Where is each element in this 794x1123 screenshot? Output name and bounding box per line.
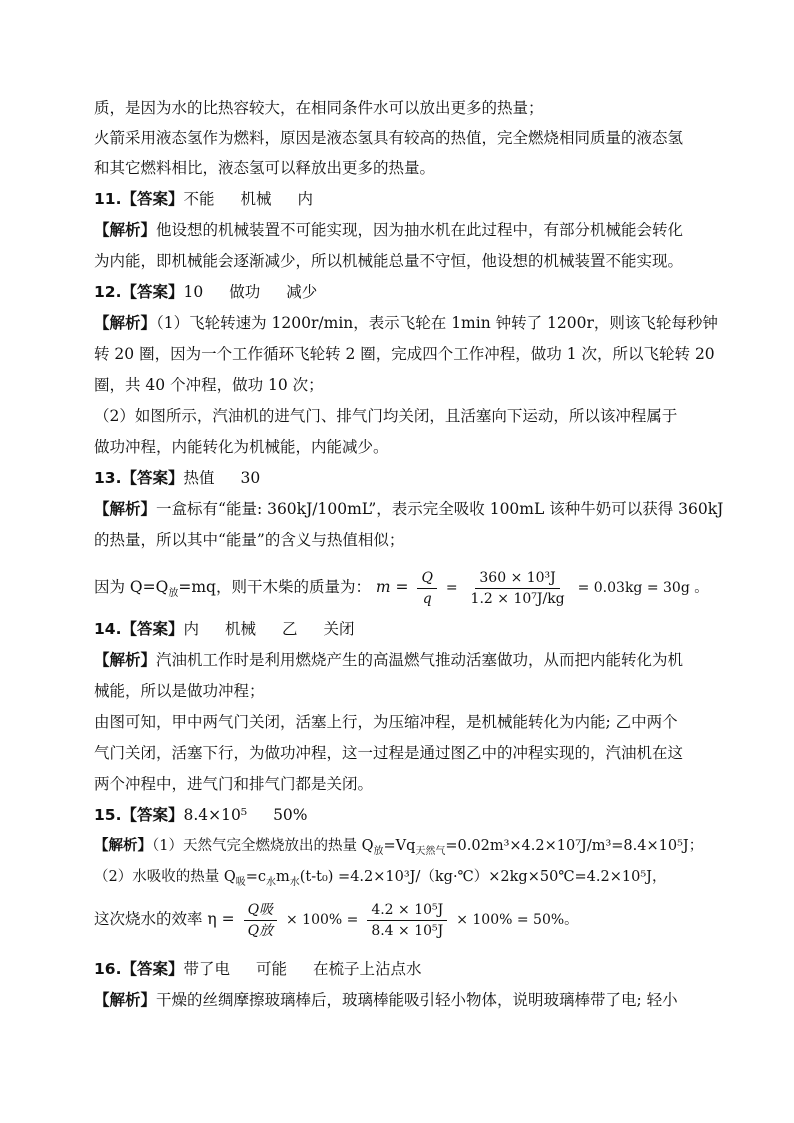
- answer-line-11: [94, 189, 714, 209]
- answer-value: 可能: [256, 960, 288, 978]
- fraction: $\frac{\text{Q吸}}{\text{Q放}}$: [244, 902, 277, 939]
- explanation-line: （2）水吸收的热量 $Q_吸=c_水m_水(t-t_0)$ =4.2×10³J/（kg·℃）×2kg×50℃=4.2×10⁵J，: [94, 869, 667, 888]
- analysis-tag: 【解析】: [94, 990, 157, 1009]
- analysis-tag: 【解析】: [94, 499, 157, 518]
- answer-value: 减少: [286, 283, 318, 301]
- text-line: 火箭采用液态氢作为燃料，原因是液态氢具有较高的热值，完全燃烧相同质量的液态氢: [94, 129, 684, 147]
- answer-tag: 【答案】: [121, 468, 184, 487]
- answer-line-13: [94, 468, 714, 488]
- question-number: 14.: [94, 620, 122, 638]
- explanation-text: 一盒标有“能量: 360kJ/100mL”，表示完全吸收 100mL 该种牛奶可以获得 360kJ: [156, 500, 724, 518]
- explanation-line: （2）如图所示，汽油机的进气门、排气门均关闭，且活塞向下运动，所以该冲程属于: [94, 407, 678, 425]
- answer-tag: 【答案】: [121, 619, 184, 638]
- answer-value: 30: [240, 469, 261, 487]
- explanation-line: [94, 220, 714, 240]
- question-number: 11.: [94, 190, 122, 208]
- answer-tag: 【答案】: [121, 959, 184, 978]
- question-number: 12.: [94, 283, 122, 301]
- explanation-text: 汽油机工作时是利用燃烧产生的高温燃气推动活塞做功，从而把内能转化为机: [156, 651, 684, 669]
- answer-value: 8.4×10⁵: [183, 806, 248, 824]
- explanation-line: 转 20 圈，因为一个工作循环飞轮转 2 圈，完成四个工作冲程，做功 1 次，所以飞轮转 20: [94, 345, 715, 363]
- answer-value: 10: [183, 283, 204, 301]
- answer-value: 内: [297, 190, 314, 208]
- answer-value: 做功: [229, 283, 261, 301]
- explanation-text: （1）飞轮转速为 1200r/min，表示飞轮在 1min 钟转了 1200r，则该飞轮每秒钟: [156, 314, 718, 332]
- formula-result: = 0.03kg = 30g 。: [577, 580, 709, 596]
- explanation-line: [94, 650, 714, 670]
- explanation-line: 两个冲程中，进气门和排气门都是关闭。: [94, 775, 374, 793]
- subscript: 放: [168, 588, 179, 600]
- formula-text: =mq，则干木柴的质量为：: [178, 578, 371, 596]
- question-number: 15.: [94, 806, 122, 824]
- text-line: 质，是因为水的比热容较大，在相同条件水可以放出更多的热量；: [94, 99, 544, 117]
- answer-value: 乙: [282, 620, 298, 638]
- answer-line-12: [94, 282, 714, 302]
- question-number: 16.: [94, 960, 122, 978]
- explanation-line: 做功冲程，内能转化为机械能，内能减少。: [94, 438, 389, 456]
- analysis-tag: 【解析】: [94, 650, 157, 669]
- answer-line-14: [94, 619, 714, 639]
- answer-value: 热值: [183, 469, 215, 487]
- answer-tag: 【答案】: [121, 282, 184, 301]
- answer-value: 关闭: [323, 620, 355, 638]
- formula-line: 因为 $Q=Q_放=mq$，则干木柴的质量为： m = $\frac{Q}{q}$ = $\frac{\text{360 × 10³J}}{\text{1.2 × 10⁷J/kg}}$ = 0.03kg = 30g 。: [94, 569, 709, 607]
- answer-value: 机械: [225, 620, 257, 638]
- analysis-tag: 【解析】: [94, 313, 157, 332]
- answer-value: 内: [183, 620, 199, 638]
- answer-value: 不能: [183, 190, 215, 208]
- explanation-line: [94, 499, 724, 519]
- answer-value: 机械: [240, 190, 272, 208]
- answer-line-15: [94, 805, 714, 825]
- explanation-line: 为内能，即机械能会逐渐减少，所以机械能总量不守恒，他设想的机械装置不能实现。: [94, 252, 684, 270]
- explanation-text: 他设想的机械装置不可能实现，因为抽水机在此过程中，有部分机械能会转化: [156, 221, 684, 239]
- text-line: 和其它燃料相比，液态氢可以释放出更多的热量。: [94, 159, 436, 177]
- answer-value: 带了电: [183, 960, 230, 978]
- answer-tag: 【答案】: [121, 189, 184, 208]
- fraction: $\frac{\text{360 × 10³J}}{\text{1.2 × 10⁷J/kg}}$: [470, 569, 565, 607]
- fraction: $\frac{\text{4.2 × 10⁵J}}{\text{8.4 × 10⁵J}}$: [367, 902, 447, 939]
- answer-line-16: [94, 959, 714, 979]
- explanation-line: 气门关闭，活塞下行，为做功冲程，这一过程是通过图乙中的冲程实现的，汽油机在这: [94, 744, 684, 762]
- explanation-line: [94, 990, 714, 1010]
- explanation-line: 械能，所以是做功冲程；: [94, 682, 265, 700]
- answer-value: 50%: [273, 806, 308, 824]
- explanation-text: 干燥的丝绸摩擦玻璃棒后，玻璃棒能吸引轻小物体，说明玻璃棒带了电; 轻小: [156, 991, 678, 1009]
- fraction: $\frac{Q}{q}$: [417, 570, 436, 607]
- explanation-line: 圈，共 40 个冲程，做功 10 次；: [94, 376, 324, 394]
- formula-text: 因为 Q=Q: [94, 578, 169, 596]
- formula-line: 这次烧水的效率 η = $\frac{\text{Q吸}}{\text{Q放}}$ × 100% = $\frac{\text{4.2 × 10⁵J}}{\text{8.4 × 10⁵J}}$ × 100% = 50%。: [94, 901, 579, 939]
- analysis-tag: 【解析】: [94, 220, 157, 239]
- explanation-line: [94, 313, 718, 333]
- explanation-line: 由图可知，甲中两气门关闭，活塞上行，为压缩冲程，是机械能转化为内能; 乙中两个: [94, 713, 678, 731]
- question-number: 13.: [94, 469, 122, 487]
- analysis-tag: 【解析】: [94, 837, 152, 854]
- explanation-line: 的热量，所以其中“能量”的含义与热值相似；: [94, 531, 405, 549]
- answer-tag: 【答案】: [121, 805, 184, 824]
- formula-text: 这次烧水的效率 η =: [94, 910, 235, 928]
- explanation-line: 【解析】（1）天然气完全燃烧放出的热量 $Q_放=Vq_{天然气}=0.02m^3\times 4.2\times 10^7J/m^3=8.4\times 10^5J$；: [94, 837, 704, 857]
- formula-lhs: m =: [375, 578, 409, 596]
- answer-value: 在梳子上沾点水: [313, 960, 422, 978]
